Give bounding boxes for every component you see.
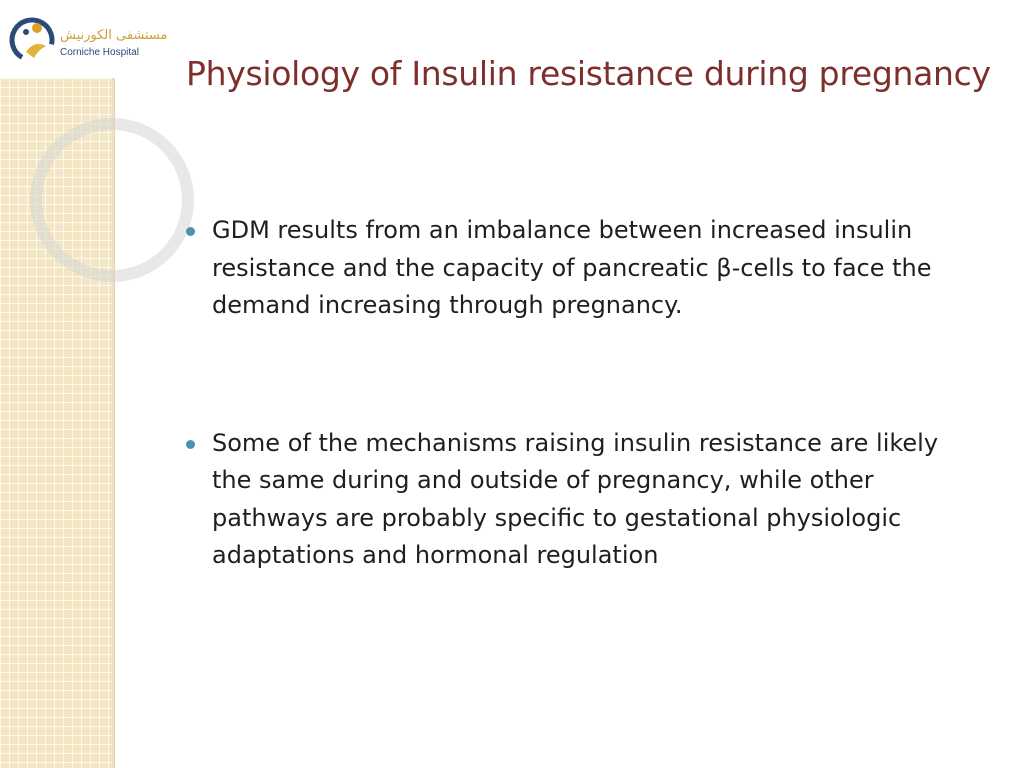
bullet-text: Some of the mechanisms raising insulin resistance are likely the same during and outside of pregnancy, while other pathways are probably specific to gestational physiologic adaptations and hormonal regulation xyxy=(212,428,939,569)
logo-name-english: Corniche Hospital xyxy=(60,47,139,58)
logo-emblem-icon xyxy=(4,6,64,76)
bullet-dot-icon xyxy=(186,227,195,236)
hospital-logo xyxy=(0,0,168,76)
logo-name-arabic: مستشفى الكورنيش xyxy=(60,28,168,43)
slide-title: Physiology of Insulin resistance during pregnancy xyxy=(186,54,991,93)
decorative-circle xyxy=(30,118,194,282)
bullet-list xyxy=(186,212,976,575)
bullet-item xyxy=(186,425,976,575)
bullet-dot-icon xyxy=(186,440,195,449)
bullet-text: GDM results from an imbalance between increased insulin resistance and the capacity of pancreatic β-cells to face the demand increasing through pregnancy. xyxy=(212,216,932,319)
bullet-item xyxy=(186,212,976,325)
